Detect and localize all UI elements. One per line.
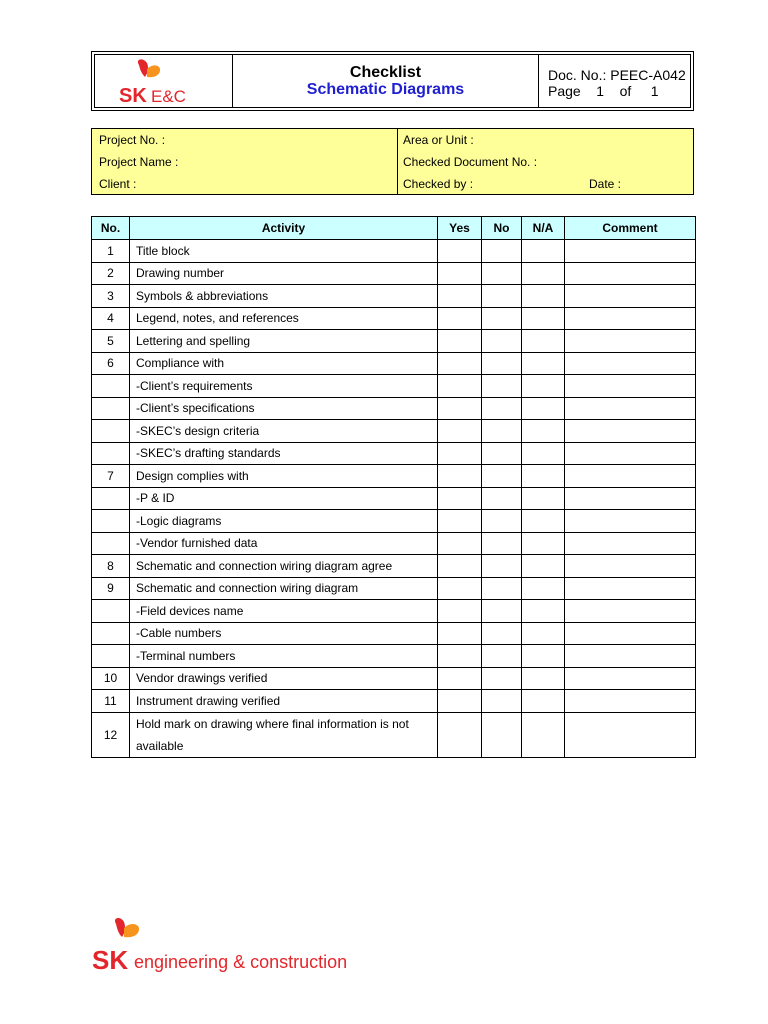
- sk-ec-logo: [95, 55, 231, 109]
- no-cell[interactable]: [482, 240, 522, 263]
- row-number: 7: [92, 465, 130, 488]
- row-activity: -Field devices name: [130, 600, 438, 623]
- row-number: 6: [92, 352, 130, 375]
- na-cell[interactable]: [522, 285, 565, 308]
- table-row: [92, 375, 696, 398]
- yes-cell[interactable]: [438, 622, 482, 645]
- header-title-cell: [233, 55, 539, 107]
- document-header: [91, 51, 694, 111]
- table-row: [92, 577, 696, 600]
- yes-cell[interactable]: [438, 397, 482, 420]
- yes-cell[interactable]: [438, 690, 482, 713]
- na-cell[interactable]: [522, 240, 565, 263]
- row-number: [92, 532, 130, 555]
- na-cell[interactable]: [522, 600, 565, 623]
- no-cell[interactable]: [482, 420, 522, 443]
- row-activity: Legend, notes, and references: [130, 307, 438, 330]
- comment-cell[interactable]: [565, 600, 696, 623]
- yes-cell[interactable]: [438, 262, 482, 285]
- table-row: [92, 487, 696, 510]
- yes-cell[interactable]: [438, 712, 482, 757]
- no-cell[interactable]: [482, 375, 522, 398]
- row-number: [92, 510, 130, 533]
- yes-cell[interactable]: [438, 487, 482, 510]
- col-header-na: N/A: [522, 217, 565, 240]
- na-cell[interactable]: [522, 510, 565, 533]
- row-number: [92, 442, 130, 465]
- table-row: [92, 352, 696, 375]
- yes-cell[interactable]: [438, 285, 482, 308]
- row-activity: -Vendor furnished data: [130, 532, 438, 555]
- col-header-no-answer: No: [482, 217, 522, 240]
- row-activity: Compliance with: [130, 352, 438, 375]
- row-number: 8: [92, 555, 130, 578]
- project-info-box: [91, 128, 694, 195]
- table-row: [92, 420, 696, 443]
- na-cell[interactable]: [522, 577, 565, 600]
- page-title: Checklist: [349, 64, 422, 81]
- na-cell[interactable]: [522, 442, 565, 465]
- footer-brand-text: engineering & construction: [134, 952, 348, 972]
- no-cell[interactable]: [482, 555, 522, 578]
- comment-cell[interactable]: [565, 262, 696, 285]
- row-number: 12: [92, 712, 130, 757]
- logo-sk-text: SK: [119, 85, 147, 107]
- page-number: Page 1 of 1: [548, 83, 659, 99]
- no-cell[interactable]: [482, 465, 522, 488]
- row-activity: Title block: [130, 240, 438, 263]
- yes-cell[interactable]: [438, 465, 482, 488]
- na-cell[interactable]: [522, 690, 565, 713]
- checklist-table: [91, 216, 696, 758]
- yes-cell[interactable]: [438, 307, 482, 330]
- footer-sk-text: SK: [92, 945, 129, 975]
- no-cell[interactable]: [482, 510, 522, 533]
- table-header-row: [92, 217, 696, 240]
- no-cell[interactable]: [482, 330, 522, 353]
- table-row: [92, 600, 696, 623]
- no-cell[interactable]: [482, 285, 522, 308]
- table-row: [92, 397, 696, 420]
- table-row: [92, 667, 696, 690]
- row-number: 11: [92, 690, 130, 713]
- table-row: [92, 442, 696, 465]
- date-label: Date :: [589, 177, 622, 191]
- checked-by-label: Checked by :: [403, 177, 474, 191]
- comment-cell[interactable]: [565, 622, 696, 645]
- na-cell[interactable]: [522, 420, 565, 443]
- table-row: [92, 307, 696, 330]
- row-number: [92, 397, 130, 420]
- comment-cell[interactable]: [565, 375, 696, 398]
- table-row: [92, 555, 696, 578]
- no-cell[interactable]: [482, 352, 522, 375]
- row-activity: Schematic and connection wiring diagram: [130, 577, 438, 600]
- table-row: [92, 622, 696, 645]
- na-cell[interactable]: [522, 712, 565, 757]
- comment-cell[interactable]: [565, 285, 696, 308]
- checked-doc-no-label: Checked Document No. :: [403, 155, 538, 169]
- row-number: [92, 375, 130, 398]
- na-cell[interactable]: [522, 307, 565, 330]
- na-cell[interactable]: [522, 262, 565, 285]
- comment-cell[interactable]: [565, 690, 696, 713]
- table-row: [92, 690, 696, 713]
- checklist-body: [92, 240, 696, 758]
- table-row: [92, 532, 696, 555]
- no-cell[interactable]: [482, 622, 522, 645]
- sk-engineering-logo: [88, 916, 388, 976]
- row-activity: -Client’s requirements: [130, 375, 438, 398]
- na-cell[interactable]: [522, 375, 565, 398]
- no-cell[interactable]: [482, 397, 522, 420]
- no-cell[interactable]: [482, 690, 522, 713]
- comment-cell[interactable]: [565, 712, 696, 757]
- table-row: [92, 330, 696, 353]
- no-cell[interactable]: [482, 442, 522, 465]
- na-cell[interactable]: [522, 645, 565, 668]
- comment-cell[interactable]: [565, 667, 696, 690]
- row-number: 9: [92, 577, 130, 600]
- project-name-label: Project Name :: [99, 155, 179, 169]
- row-number: [92, 487, 130, 510]
- logo-ec-text: E&C: [151, 87, 186, 106]
- doc-number: Doc. No.: PEEC-A042: [548, 67, 686, 83]
- comment-cell[interactable]: [565, 465, 696, 488]
- no-cell[interactable]: [482, 645, 522, 668]
- row-activity: -Terminal numbers: [130, 645, 438, 668]
- yes-cell[interactable]: [438, 375, 482, 398]
- comment-cell[interactable]: [565, 307, 696, 330]
- header-doc-cell: [539, 55, 690, 107]
- row-activity: Instrument drawing verified: [130, 690, 438, 713]
- row-activity: -Logic diagrams: [130, 510, 438, 533]
- footer-logo: [88, 916, 388, 976]
- na-cell[interactable]: [522, 622, 565, 645]
- na-cell[interactable]: [522, 532, 565, 555]
- row-activity: -Cable numbers: [130, 622, 438, 645]
- row-number: [92, 645, 130, 668]
- row-activity: Schematic and connection wiring diagram agree: [130, 555, 438, 578]
- col-header-no: No.: [92, 217, 130, 240]
- col-header-comment: Comment: [565, 217, 696, 240]
- comment-cell[interactable]: [565, 330, 696, 353]
- row-activity: -Client’s specifications: [130, 397, 438, 420]
- comment-cell[interactable]: [565, 240, 696, 263]
- row-number: 1: [92, 240, 130, 263]
- col-header-yes: Yes: [438, 217, 482, 240]
- project-no-label: Project No. :: [99, 133, 166, 147]
- row-number: 10: [92, 667, 130, 690]
- comment-cell[interactable]: [565, 532, 696, 555]
- comment-cell[interactable]: [565, 352, 696, 375]
- row-activity: -SKEC’s design criteria: [130, 420, 438, 443]
- comment-cell[interactable]: [565, 487, 696, 510]
- yes-cell[interactable]: [438, 667, 482, 690]
- butterfly-icon: [138, 59, 160, 77]
- row-activity: Design complies with: [130, 465, 438, 488]
- table-row: [92, 262, 696, 285]
- na-cell[interactable]: [522, 330, 565, 353]
- client-label: Client :: [99, 177, 137, 191]
- row-activity: Vendor drawings verified: [130, 667, 438, 690]
- row-activity: -P & ID: [130, 487, 438, 510]
- comment-cell[interactable]: [565, 645, 696, 668]
- na-cell[interactable]: [522, 555, 565, 578]
- comment-cell[interactable]: [565, 577, 696, 600]
- na-cell[interactable]: [522, 667, 565, 690]
- table-row: [92, 285, 696, 308]
- yes-cell[interactable]: [438, 600, 482, 623]
- header-logo-cell: [95, 55, 233, 107]
- row-number: 3: [92, 285, 130, 308]
- no-cell[interactable]: [482, 262, 522, 285]
- comment-cell[interactable]: [565, 397, 696, 420]
- no-cell[interactable]: [482, 667, 522, 690]
- table-row: [92, 465, 696, 488]
- info-divider: [397, 129, 398, 194]
- comment-cell[interactable]: [565, 555, 696, 578]
- butterfly-icon: [115, 918, 139, 937]
- row-number: 5: [92, 330, 130, 353]
- row-activity: Lettering and spelling: [130, 330, 438, 353]
- table-row: [92, 510, 696, 533]
- row-number: 4: [92, 307, 130, 330]
- page-subtitle: Schematic Diagrams: [306, 81, 465, 98]
- row-activity: Hold mark on drawing where final information is not available: [130, 712, 438, 757]
- row-number: 2: [92, 262, 130, 285]
- row-activity: Drawing number: [130, 262, 438, 285]
- col-header-activity: Activity: [130, 217, 438, 240]
- yes-cell[interactable]: [438, 532, 482, 555]
- comment-cell[interactable]: [565, 510, 696, 533]
- no-cell[interactable]: [482, 600, 522, 623]
- row-activity: Symbols & abbreviations: [130, 285, 438, 308]
- no-cell[interactable]: [482, 712, 522, 757]
- yes-cell[interactable]: [438, 442, 482, 465]
- table-row: [92, 712, 696, 757]
- row-activity: -SKEC’s drafting standards: [130, 442, 438, 465]
- yes-cell[interactable]: [438, 555, 482, 578]
- yes-cell[interactable]: [438, 240, 482, 263]
- row-number: [92, 600, 130, 623]
- na-cell[interactable]: [522, 352, 565, 375]
- yes-cell[interactable]: [438, 420, 482, 443]
- no-cell[interactable]: [482, 577, 522, 600]
- no-cell[interactable]: [482, 487, 522, 510]
- na-cell[interactable]: [522, 397, 565, 420]
- area-unit-label: Area or Unit :: [403, 133, 474, 147]
- row-number: [92, 622, 130, 645]
- yes-cell[interactable]: [438, 330, 482, 353]
- yes-cell[interactable]: [438, 577, 482, 600]
- yes-cell[interactable]: [438, 352, 482, 375]
- yes-cell[interactable]: [438, 510, 482, 533]
- comment-cell[interactable]: [565, 442, 696, 465]
- no-cell[interactable]: [482, 532, 522, 555]
- comment-cell[interactable]: [565, 420, 696, 443]
- table-row: [92, 645, 696, 668]
- table-row: [92, 240, 696, 263]
- na-cell[interactable]: [522, 465, 565, 488]
- yes-cell[interactable]: [438, 645, 482, 668]
- row-number: [92, 420, 130, 443]
- no-cell[interactable]: [482, 307, 522, 330]
- na-cell[interactable]: [522, 487, 565, 510]
